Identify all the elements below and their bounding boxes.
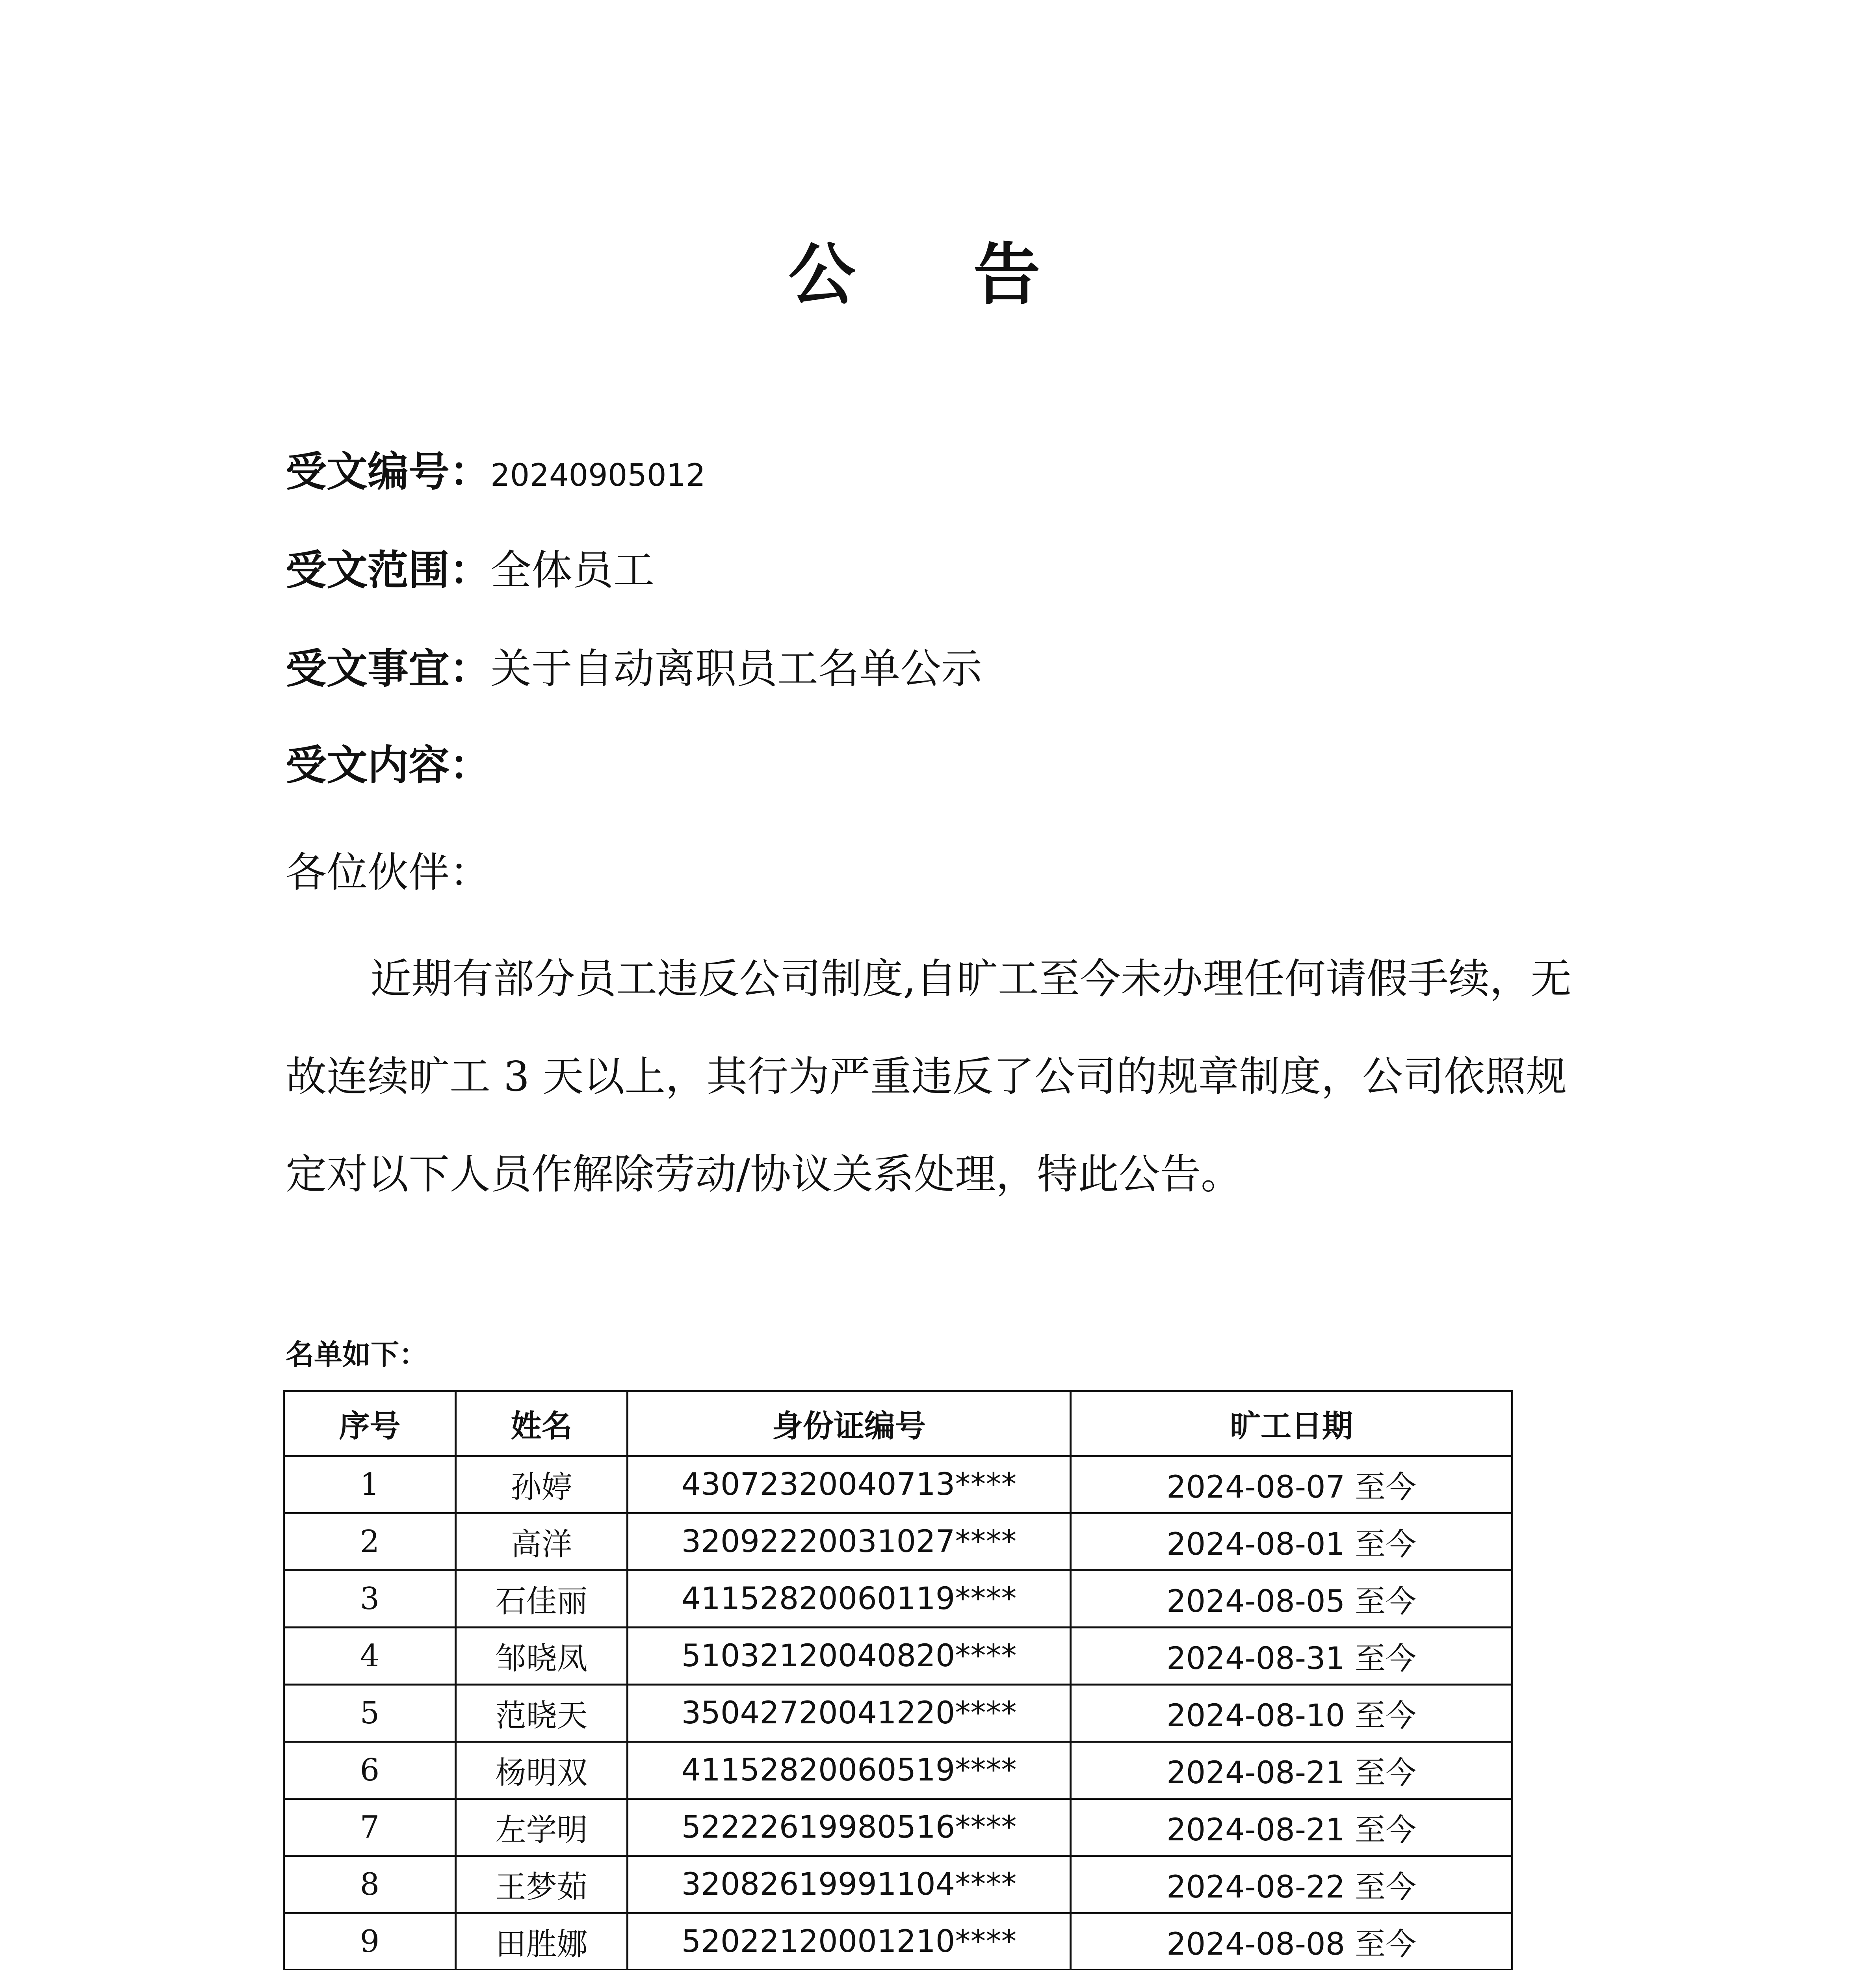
table-body <box>284 1456 1512 1970</box>
row-name: 王梦茹 <box>456 1856 628 1913</box>
content-field <box>286 743 490 788</box>
table-row <box>284 1856 1512 1913</box>
row-name: 田胜娜 <box>456 1913 628 1970</box>
row-name: 范晓天 <box>456 1685 628 1742</box>
roster-table <box>283 1390 1513 1970</box>
row-name: 石佳丽 <box>456 1570 628 1628</box>
header-id-number: 身份证编号 <box>628 1391 1071 1456</box>
row-id-number: 52222619980516**** <box>628 1799 1071 1856</box>
row-id-number: 32082619991104**** <box>628 1856 1071 1913</box>
scope-field <box>286 548 654 593</box>
row-absence-date: 2024-08-05 至今 <box>1071 1570 1512 1628</box>
row-absence-date: 2024-08-31 至今 <box>1071 1628 1512 1685</box>
row-id-number: 52022120001210**** <box>628 1913 1071 1970</box>
row-absence-date: 2024-08-10 至今 <box>1071 1685 1512 1742</box>
row-absence-date: 2024-08-21 至今 <box>1071 1742 1512 1799</box>
table-row <box>284 1456 1512 1513</box>
row-name: 邹晓凤 <box>456 1628 628 1685</box>
row-name: 孙婷 <box>456 1456 628 1513</box>
doc-number-label: 受文编号： <box>286 447 491 496</box>
header-absence-date: 旷工日期 <box>1071 1391 1512 1456</box>
row-index: 7 <box>284 1799 456 1856</box>
row-index: 5 <box>284 1685 456 1742</box>
table-row <box>284 1742 1512 1799</box>
row-id-number: 43072320040713**** <box>628 1456 1071 1513</box>
row-absence-date: 2024-08-07 至今 <box>1071 1456 1512 1513</box>
row-index: 9 <box>284 1913 456 1970</box>
scope-label: 受文范围： <box>286 546 491 594</box>
row-absence-date: 2024-08-08 至今 <box>1071 1913 1512 1970</box>
row-absence-date: 2024-08-22 至今 <box>1071 1856 1512 1913</box>
matter-label: 受文事宜： <box>286 644 491 693</box>
row-index: 3 <box>284 1570 456 1628</box>
page-title: 公 告 <box>788 235 1088 314</box>
row-index: 2 <box>284 1513 456 1570</box>
table-row <box>284 1570 1512 1628</box>
row-name: 高洋 <box>456 1513 628 1570</box>
content-label: 受文内容： <box>286 741 491 789</box>
row-name: 杨明双 <box>456 1742 628 1799</box>
matter-value: 关于自动离职员工名单公示 <box>490 645 983 693</box>
row-index: 1 <box>284 1456 456 1513</box>
greeting: 各位伙伴： <box>286 848 491 896</box>
row-id-number: 32092220031027**** <box>628 1513 1071 1570</box>
doc-number-field <box>286 449 706 494</box>
list-label: 名单如下： <box>286 1338 428 1371</box>
table-header-row <box>284 1391 1512 1456</box>
header-index: 序号 <box>284 1391 456 1456</box>
table-row <box>284 1628 1512 1685</box>
table-row <box>284 1685 1512 1742</box>
row-absence-date: 2024-08-21 至今 <box>1071 1799 1512 1856</box>
row-index: 6 <box>284 1742 456 1799</box>
row-id-number: 51032120040820**** <box>628 1628 1071 1685</box>
row-name: 左学明 <box>456 1799 628 1856</box>
row-id-number: 35042720041220**** <box>628 1685 1071 1742</box>
header-name: 姓名 <box>456 1391 628 1456</box>
table-row <box>284 1799 1512 1856</box>
row-index: 4 <box>284 1628 456 1685</box>
row-index: 8 <box>284 1856 456 1913</box>
scope-value: 全体员工 <box>490 546 655 594</box>
row-absence-date: 2024-08-01 至今 <box>1071 1513 1512 1570</box>
notice-paragraph: 近期有部分员工违反公司制度,自旷工至今未办理任何请假手续，无故连续旷工 3 天以上，其行为严重违反了公司的规章制度，公司依照规定对以下人员作解除劳动/协议关系处理，特此公告。 <box>286 955 1572 1198</box>
row-id-number: 41152820060519**** <box>628 1742 1071 1799</box>
doc-number-value: 20240905012 <box>490 458 706 493</box>
matter-field <box>286 646 982 691</box>
table-row <box>284 1913 1512 1970</box>
table-row <box>284 1513 1512 1570</box>
row-id-number: 41152820060119**** <box>628 1570 1071 1628</box>
